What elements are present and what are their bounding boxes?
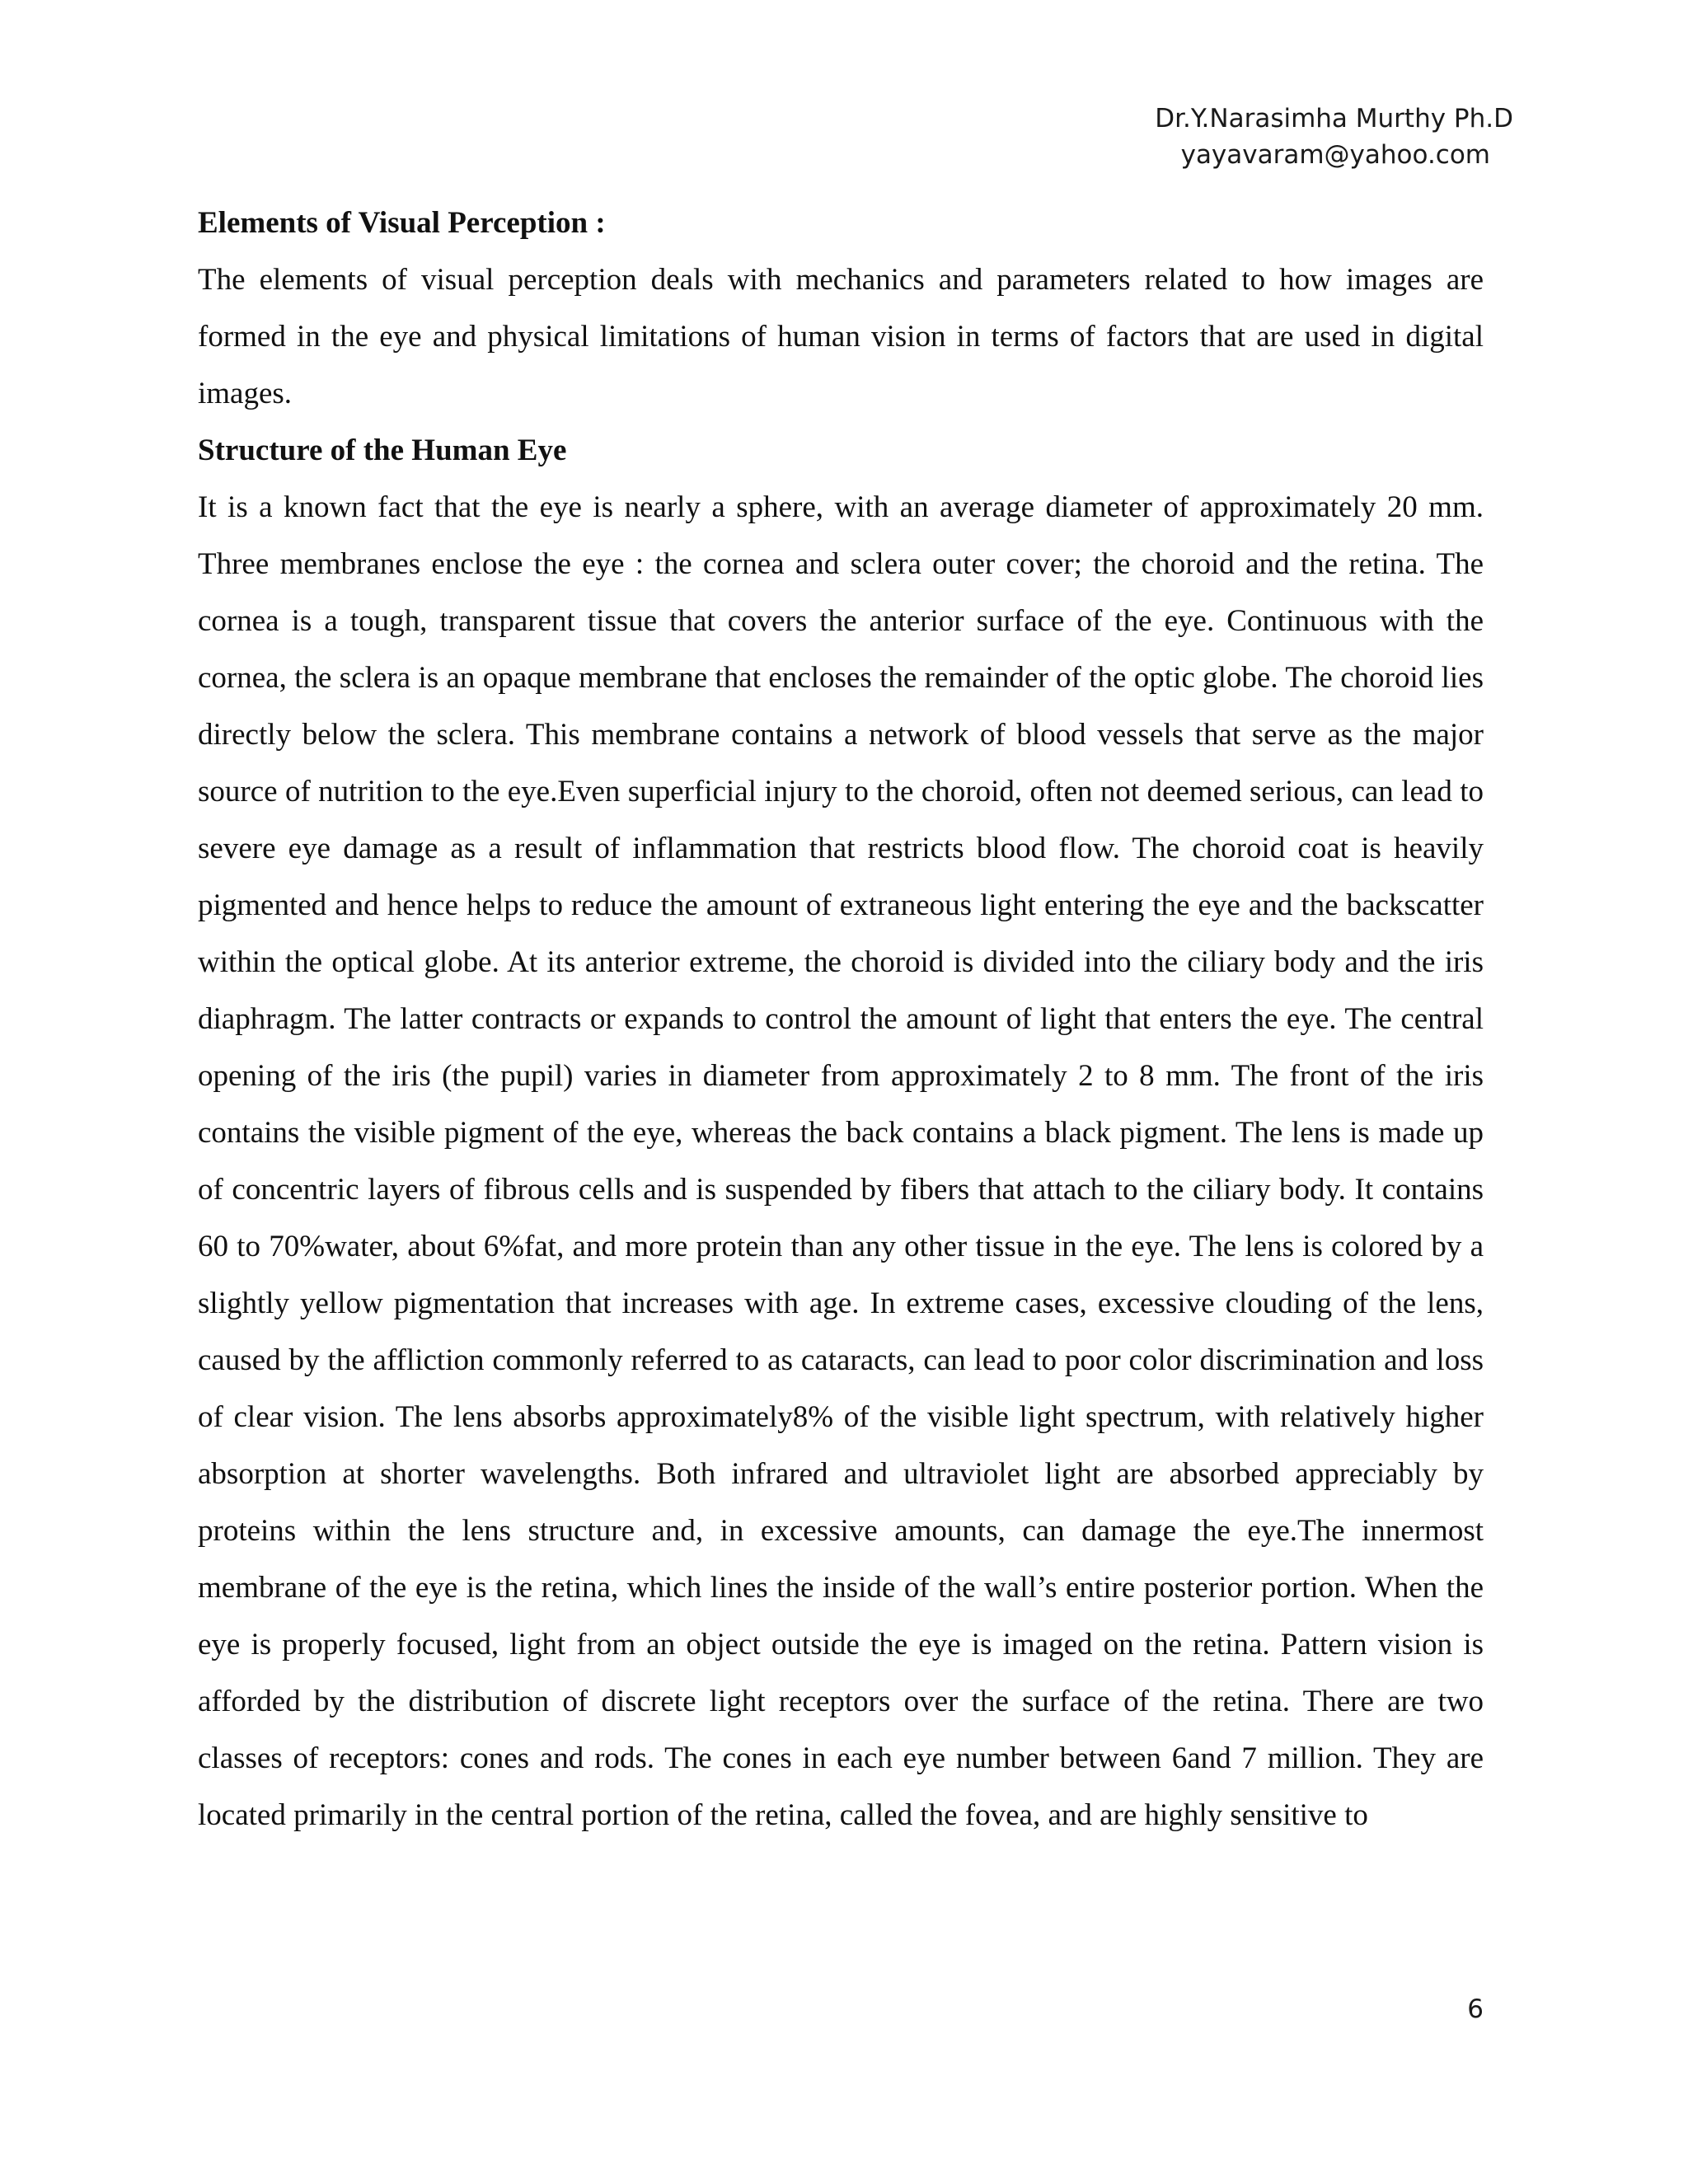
section-heading-human-eye: Structure of the Human Eye [198,434,567,467]
author-name: Dr.Y.Narasimha Murthy Ph.D [1155,104,1513,134]
page-header [913,101,1513,173]
paragraph-human-eye: It is a known fact that the eye is nearly a sphere, with an average diameter of approximately 20 mm. Three membranes enclose the eye : the cornea and sclera outer cover; the choroid and the retina. The cornea is a tough, transparent tissue that covers the anterior surface of the eye. Continuous with the cornea, the sclera is an opaque membrane that encloses the remainder of the optic globe. The choroid lies directly below the sclera. This membrane contains a network of blood vessels that serve as the major source of nutrition to the eye.Even superficial injury to the choroid, often not deemed serious, can lead to severe eye damage as a result of inflammation that restricts blood flow. The choroid coat is heavily pigmented and hence helps to reduce the amount of extraneous light entering the eye and the backscatter within the optical globe. At its anterior extreme, the choroid is divided into the ciliary body and the iris diaphragm. The latter contracts or expands to control the amount of light that enters the eye. The central opening of the iris (the pupil) varies in diameter from approximately 2 to 8 mm. The front of the iris contains the visible pigment of the eye, whereas the back contains a black pigment. The lens is made up of concentric layers of fibrous cells and is suspended by fibers that attach to the ciliary body. It contains 60 to 70%water, about 6%fat, and more protein than any other tissue in the eye. The lens is colored by a slightly yellow pigmentation that increases with age. In extreme cases, excessive clouding of the lens, caused by the affliction commonly referred to as cataracts, can lead to poor color discrimination and loss of clear vision. The lens absorbs approximately8% of the visible light spectrum, with relatively higher absorption at shorter wavelengths. Both infrared and ultraviolet light are absorbed appreciably by proteins within the lens structure and, in excessive amounts, can damage the eye.The innermost membrane of the eye is the retina, which lines the inside of the wall’s entire posterior portion. When the eye is properly focused, light from an object outside the eye is imaged on the retina. Pattern vision is afforded by the distribution of discrete light receptors over the surface of the retina. There are two classes of receptors: cones and rods. The cones in each eye number between 6and 7 million. They are located primarily in the central portion of the retina, called the fovea, and are highly sensitive to [198,490,1484,1832]
page-number: 6 [1467,1994,1484,2024]
page-content [198,194,1484,1844]
section-heading-visual-perception: Elements of Visual Perception : [198,206,606,240]
paragraph-visual-perception: The elements of visual perception deals with mechanics and parameters related to how images are formed in the eye and physical limitations of human vision in terms of factors that are used in digital images. [198,263,1484,410]
author-email: yayavaram@yahoo.com [1180,140,1490,170]
